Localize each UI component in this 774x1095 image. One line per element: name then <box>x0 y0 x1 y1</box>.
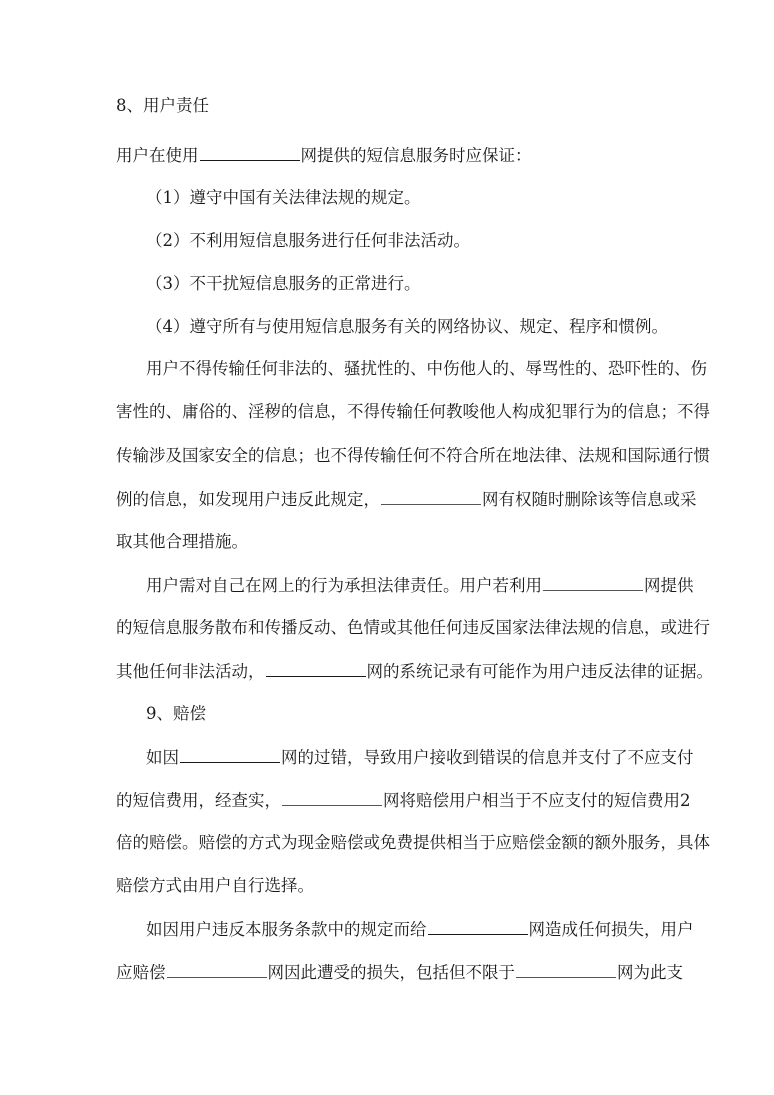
paragraph-text: 网为此支 <box>617 963 683 982</box>
site-name-blank <box>381 489 481 505</box>
section-9-heading: 9、赔偿 <box>146 704 206 723</box>
paragraph-line <box>116 661 713 681</box>
paragraph-line <box>116 962 683 982</box>
paragraph-text: 网造成任何损失，用户 <box>528 920 694 939</box>
paragraph-line: 赔偿方式由用户自行选择。 <box>116 876 314 895</box>
site-name-blank <box>428 919 528 935</box>
paragraph-line <box>116 790 691 810</box>
paragraph-text: 网将赔偿用户相当于不应支付的短信费用2 <box>383 791 691 810</box>
paragraph-line <box>146 575 694 595</box>
paragraph-line: 用户不得传输任何非法的、骚扰性的、中伤他人的、辱骂性的、恐吓性的、伤 <box>146 359 707 378</box>
paragraph-line <box>146 747 694 767</box>
paragraph-text: 其他任何非法活动， <box>116 662 265 681</box>
paragraph-text: 例的信息，如发现用户违反此规定， <box>116 490 380 509</box>
site-name-blank <box>167 962 267 978</box>
list-item: （2）不利用短信息服务进行任何非法活动。 <box>146 231 470 250</box>
paragraph-text: 如因 <box>146 748 179 767</box>
site-name-blank <box>266 661 366 677</box>
site-name-blank <box>543 575 643 591</box>
site-name-blank <box>200 145 300 161</box>
list-item: （3）不干扰短信息服务的正常进行。 <box>146 274 421 293</box>
list-item: （1）遵守中国有关法律法规的规定。 <box>146 188 421 207</box>
paragraph-text: 网有权随时删除该等信息或采 <box>482 490 697 509</box>
site-name-blank <box>282 790 382 806</box>
paragraph-text: 应赔偿 <box>116 963 166 982</box>
paragraph-text: 的短信费用，经查实， <box>116 791 281 810</box>
paragraph-text: 网的过错，导致用户接收到错误的信息并支付了不应支付 <box>281 748 694 767</box>
paragraph-line: 的短信息服务散布和传播反动、色情或其他任何违反国家法律法规的信息，或进行 <box>116 618 710 637</box>
intro-text-pre: 用户在使用 <box>116 146 199 165</box>
paragraph-text: 网的系统记录有可能作为用户违反法律的证据。 <box>366 662 713 681</box>
intro-text-post: 网提供的短信息服务时应保证： <box>300 146 532 165</box>
site-name-blank <box>180 747 280 763</box>
section-8-heading: 8、用户责任 <box>116 96 209 115</box>
paragraph-text: 如因用户违反本服务条款中的规定而给 <box>146 920 427 939</box>
site-name-blank <box>516 962 616 978</box>
paragraph-text: 用户需对自己在网上的行为承担法律责任。用户若利用 <box>146 576 542 595</box>
section-8-intro <box>116 145 676 165</box>
paragraph-line <box>116 489 697 509</box>
paragraph-text: 网提供 <box>644 576 694 595</box>
paragraph-line: 倍的赔偿。赔偿的方式为现金赔偿或免费提供相当于应赔偿金额的额外服务，具体 <box>116 833 710 852</box>
paragraph-line: 传输涉及国家安全的信息；也不得传输任何不符合所在地法律、法规和国际通行惯 <box>116 446 710 465</box>
paragraph-line <box>146 919 694 939</box>
paragraph-line: 取其他合理措施。 <box>116 532 248 551</box>
paragraph-line: 害性的、庸俗的、淫秽的信息，不得传输任何教唆他人构成犯罪行为的信息；不得 <box>116 402 710 421</box>
list-item: （4）遵守所有与使用短信息服务有关的网络协议、规定、程序和惯例。 <box>146 317 668 336</box>
paragraph-text: 网因此遭受的损失，包括但不限于 <box>267 963 515 982</box>
